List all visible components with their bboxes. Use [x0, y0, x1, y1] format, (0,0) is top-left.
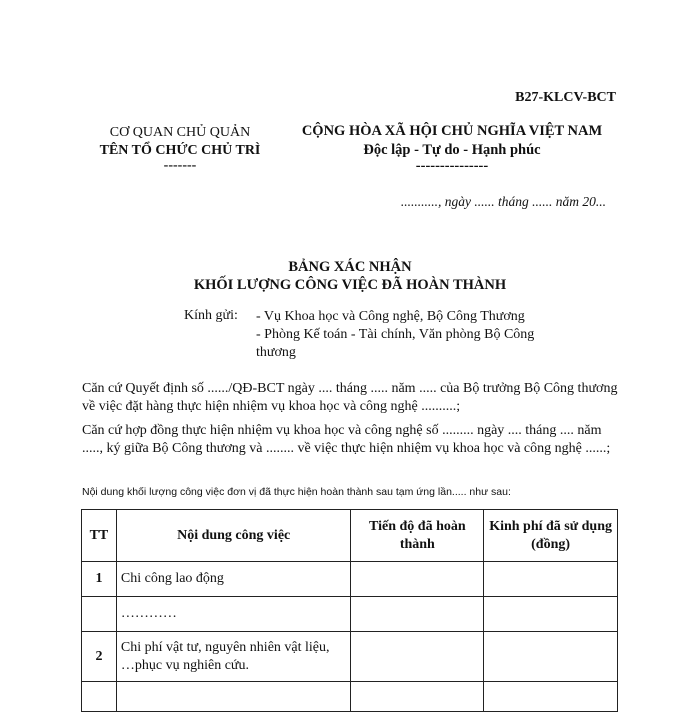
title-line2: KHỐI LƯỢNG CÔNG VIỆC ĐÃ HOÀN THÀNH [193, 277, 507, 293]
work-volume-table [81, 509, 618, 712]
table-row [82, 682, 618, 712]
header-cost: Kinh phí đã sử dụng (đồng) [484, 510, 618, 562]
row-tt: 1 [82, 562, 117, 597]
table-intro-note: Nội dung khối lượng công việc đơn vị đã thực hiện hoàn thành sau tạm ứng lần..... như sau: [82, 486, 511, 498]
paragraph-decision: Căn cứ Quyết định số ....../QĐ-BCT ngày .... tháng ..... năm ..... của Bộ trưởng Bộ Công thương về việc đặt hàng thực hiện nhiệm vụ khoa học và công nghệ ..........; [82, 381, 618, 414]
row-content: Chi công lao động [116, 562, 351, 597]
paragraph-contract: Căn cứ hợp đồng thực hiện nhiệm vụ khoa học và công nghệ số ......... ngày .... tháng .... năm ....., ký giữa Bộ Công thương và ........ về việc thực hiện nhiệm vụ khoa học và công nghệ ......; [82, 423, 611, 456]
recipient-2-cont: thương [256, 345, 296, 360]
row-cost [484, 562, 618, 597]
state-rule: --------------- [415, 158, 489, 174]
row-tt [82, 597, 117, 632]
header-content: Nội dung công việc [116, 510, 351, 562]
recipient-1: - Vụ Khoa học và Công nghệ, Bộ Công Thương [256, 309, 525, 324]
row-cost [484, 597, 618, 632]
row-tt: 2 [82, 632, 117, 682]
row-content: Chi phí vật tư, nguyên nhiên vật liệu, …phục vụ nghiên cứu. [116, 632, 351, 682]
state-motto: Độc lập - Tự do - Hạnh phúc [363, 142, 541, 158]
row-progress [351, 597, 484, 632]
table-header-row [82, 510, 618, 562]
agency-header [80, 124, 280, 172]
header-progress: Tiến độ đã hoàn thành [351, 510, 484, 562]
form-code: B27-KLCV-BCT [515, 90, 616, 105]
recipient-list [256, 308, 534, 362]
table-row [82, 597, 618, 632]
title-line1: BẢNG XÁC NHẬN [288, 259, 412, 275]
recipient-2: - Phòng Kế toán - Tài chính, Văn phòng Bộ Công [256, 327, 535, 342]
agency-line1: CƠ QUAN CHỦ QUẢN [109, 125, 251, 140]
row-progress [351, 682, 484, 712]
kinh-gui-label: Kính gửi: [184, 308, 238, 323]
row-progress [351, 632, 484, 682]
state-header [282, 122, 622, 172]
row-progress [351, 562, 484, 597]
date-line: ..........., ngày ...... tháng ...... năm 20... [400, 194, 606, 209]
state-line1: CỘNG HÒA XÃ HỘI CHỦ NGHĨA VIỆT NAM [301, 123, 603, 139]
table-row [82, 632, 618, 682]
table-row [82, 562, 618, 597]
header-tt: TT [82, 510, 117, 562]
row-cost [484, 682, 618, 712]
row-tt [82, 682, 117, 712]
row-content: ………… [116, 597, 351, 632]
row-content [116, 682, 351, 712]
row-cost [484, 632, 618, 682]
agency-rule: ------- [163, 158, 197, 173]
document-title [80, 258, 620, 294]
agency-line2: TÊN TỔ CHỨC CHỦ TRÌ [99, 143, 261, 158]
